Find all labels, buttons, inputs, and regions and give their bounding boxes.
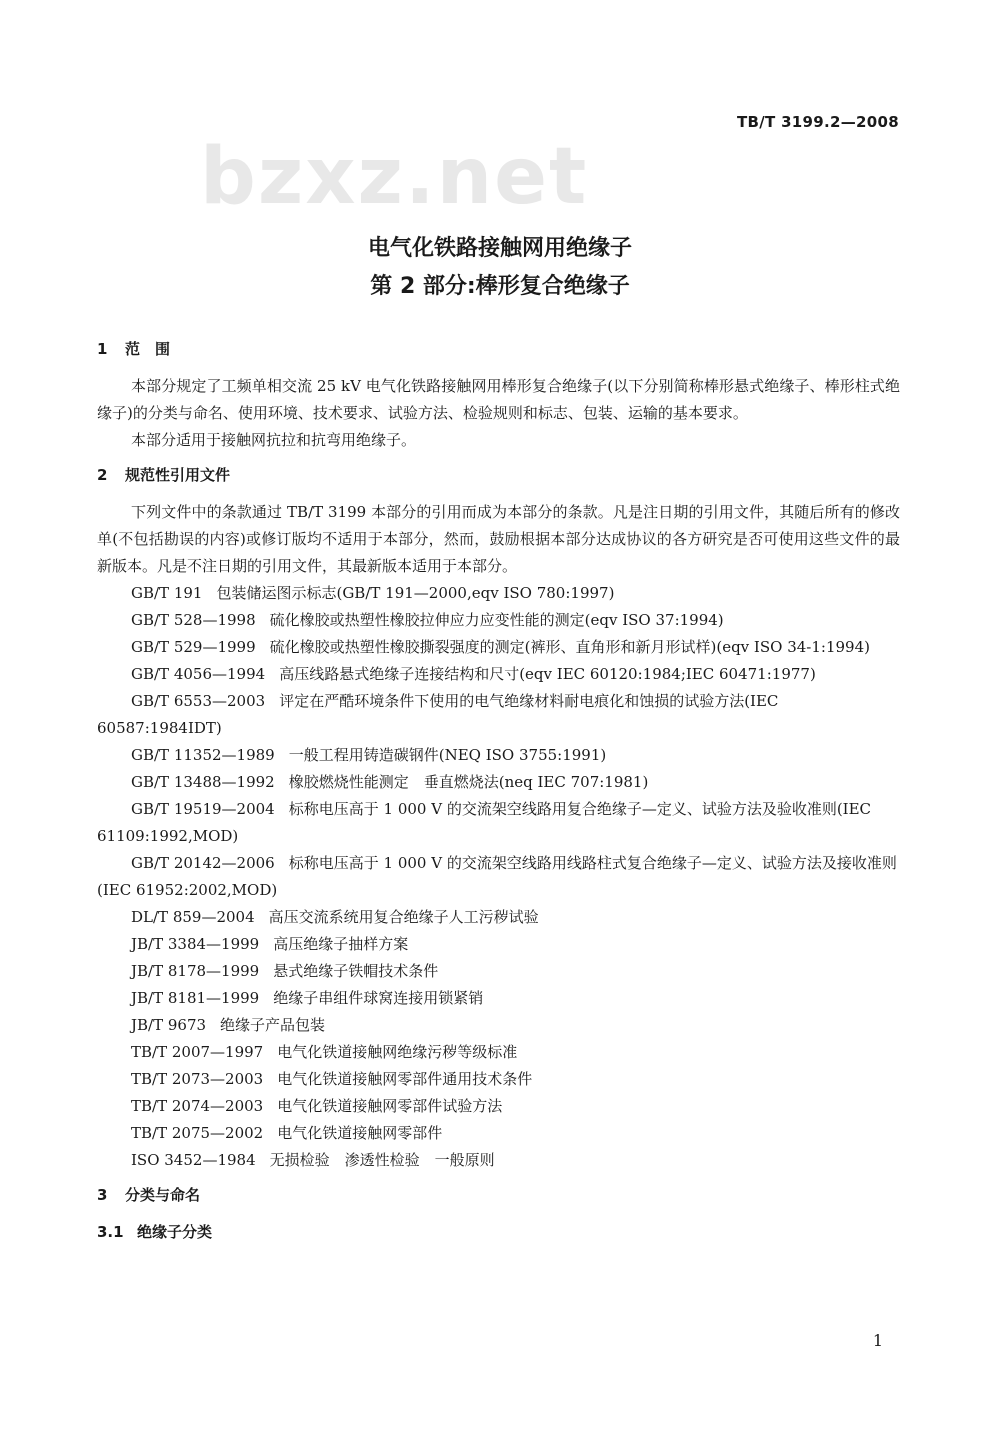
reference-code: GB/T 13488—1992 bbox=[131, 773, 275, 791]
reference-title: 高压线路悬式绝缘子连接结构和尺寸(eqv IEC 60120:1984;IEC 60471:1977) bbox=[279, 665, 816, 683]
reference-item bbox=[97, 607, 900, 634]
reference-code: JB/T 9673 bbox=[131, 1016, 207, 1034]
reference-item bbox=[97, 850, 900, 904]
reference-item bbox=[97, 1120, 900, 1147]
reference-code: ISO 3452—1984 bbox=[131, 1151, 256, 1169]
reference-title: 硫化橡胶或热塑性橡胶拉伸应力应变性能的测定(eqv ISO 37:1994) bbox=[269, 611, 724, 629]
reference-title: 包装储运图示标志(GB/T 191—2000,eqv ISO 780:1997) bbox=[216, 584, 615, 602]
section-heading-3-1 bbox=[97, 1219, 900, 1246]
standard-code: TB/T 3199.2—2008 bbox=[736, 113, 899, 131]
section-heading-3 bbox=[97, 1182, 900, 1209]
section-number: 3.1 bbox=[97, 1223, 124, 1241]
reference-item bbox=[97, 1147, 900, 1174]
reference-code: GB/T 191 bbox=[131, 584, 203, 602]
document-body bbox=[97, 336, 900, 1246]
section-title: 规范性引用文件 bbox=[125, 466, 231, 484]
reference-code: TB/T 2075—2002 bbox=[131, 1124, 264, 1142]
reference-title: 高压绝缘子抽样方案 bbox=[273, 935, 409, 953]
reference-item bbox=[97, 1012, 900, 1039]
section-heading-2 bbox=[97, 462, 900, 489]
references-intro: 下列文件中的条款通过 TB/T 3199 本部分的引用而成为本部分的条款。凡是注日期的引用文件，其随后所有的修改单(不包括勘误的内容)或修订版均不适用于本部分，然而，鼓励根据本部分达成协议的各方研究是否可使用这些文件的最新版本。凡是不注日期的引用文件，其最新版本适用于本部分。 bbox=[97, 503, 900, 575]
reference-code: GB/T 4056—1994 bbox=[131, 665, 266, 683]
scope-applicability: 本部分适用于接触网抗拉和抗弯用绝缘子。 bbox=[131, 431, 417, 449]
reference-title: 评定在严酷环境条件下使用的电气绝缘材料耐电痕化和蚀损的试验方法(IEC 60587:1984IDT) bbox=[97, 692, 779, 737]
watermark: bzxz.net bbox=[200, 132, 589, 222]
section-number: 2 bbox=[97, 466, 108, 484]
reference-code: JB/T 3384—1999 bbox=[131, 935, 260, 953]
reference-title: 绝缘子产品包装 bbox=[220, 1016, 326, 1034]
section-heading-1 bbox=[97, 336, 900, 363]
reference-code: GB/T 11352—1989 bbox=[131, 746, 275, 764]
reference-code: GB/T 528—1998 bbox=[131, 611, 256, 629]
reference-item bbox=[97, 904, 900, 931]
reference-code: GB/T 19519—2004 bbox=[131, 800, 275, 818]
reference-title: 橡胶燃烧性能测定 垂直燃烧法(neq IEC 707:1981) bbox=[288, 773, 649, 791]
reference-code: TB/T 2074—2003 bbox=[131, 1097, 264, 1115]
reference-title: 悬式绝缘子铁帽技术条件 bbox=[273, 962, 439, 980]
reference-title: 硫化橡胶或热塑性橡胶撕裂强度的测定(裤形、直角形和新月形试样)(eqv ISO 34-1:1994) bbox=[269, 638, 870, 656]
document-title: 电气化铁路接触网用绝缘子 bbox=[367, 236, 632, 261]
reference-title: 高压交流系统用复合绝缘子人工污秽试验 bbox=[268, 908, 539, 926]
reference-item bbox=[97, 985, 900, 1012]
section-number: 1 bbox=[97, 340, 108, 358]
section-number: 3 bbox=[97, 1186, 108, 1204]
reference-item bbox=[97, 1066, 900, 1093]
reference-item bbox=[97, 1093, 900, 1120]
reference-item bbox=[97, 742, 900, 769]
reference-item bbox=[97, 931, 900, 958]
reference-code: GB/T 20142—2006 bbox=[131, 854, 275, 872]
reference-item bbox=[97, 634, 900, 661]
section-title: 绝缘子分类 bbox=[137, 1223, 213, 1241]
reference-title: 无损检验 渗透性检验 一般原则 bbox=[269, 1151, 495, 1169]
page-number: 1 bbox=[872, 1331, 883, 1350]
reference-code: GB/T 529—1999 bbox=[131, 638, 256, 656]
reference-item bbox=[97, 1039, 900, 1066]
reference-code: JB/T 8181—1999 bbox=[131, 989, 260, 1007]
reference-title: 电气化铁道接触网零部件 bbox=[277, 1124, 443, 1142]
reference-code: TB/T 2007—1997 bbox=[131, 1043, 264, 1061]
reference-code: JB/T 8178—1999 bbox=[131, 962, 260, 980]
document-subtitle: 第 2 部分:棒形复合绝缘子 bbox=[370, 274, 630, 299]
reference-title: 电气化铁道接触网零部件试验方法 bbox=[277, 1097, 503, 1115]
reference-item bbox=[97, 661, 900, 688]
reference-code: GB/T 6553—2003 bbox=[131, 692, 266, 710]
reference-title: 电气化铁道接触网绝缘污秽等级标准 bbox=[277, 1043, 518, 1061]
section-title: 范 围 bbox=[125, 340, 171, 358]
reference-item bbox=[97, 958, 900, 985]
reference-title: 标称电压高于 1 000 V 的交流架空线路用复合绝缘子—定义、试验方法及验收准则(IEC 61109:1992,MOD) bbox=[97, 800, 872, 845]
reference-item bbox=[97, 688, 900, 742]
reference-title: 电气化铁道接触网零部件通用技术条件 bbox=[277, 1070, 533, 1088]
scope-paragraph: 本部分规定了工频单相交流 25 kV 电气化铁路接触网用棒形复合绝缘子(以下分别简称棒形悬式绝缘子、棒形柱式绝缘子)的分类与命名、使用环境、技术要求、试验方法、检验规则和标志、包装、运输的基本要求。 bbox=[97, 377, 900, 422]
section-title: 分类与命名 bbox=[125, 1186, 201, 1204]
reference-title: 一般工程用铸造碳钢件(NEQ ISO 3755:1991) bbox=[288, 746, 607, 764]
reference-code: DL/T 859—2004 bbox=[131, 908, 255, 926]
reference-title: 标称电压高于 1 000 V 的交流架空线路用线路柱式复合绝缘子—定义、试验方法及接收准则(IEC 61952:2002,MOD) bbox=[97, 854, 897, 899]
reference-title: 绝缘子串组件球窝连接用锁紧销 bbox=[273, 989, 484, 1007]
reference-item bbox=[97, 769, 900, 796]
reference-list bbox=[97, 580, 900, 1174]
reference-item bbox=[97, 796, 900, 850]
reference-item bbox=[97, 580, 900, 607]
reference-code: TB/T 2073—2003 bbox=[131, 1070, 264, 1088]
